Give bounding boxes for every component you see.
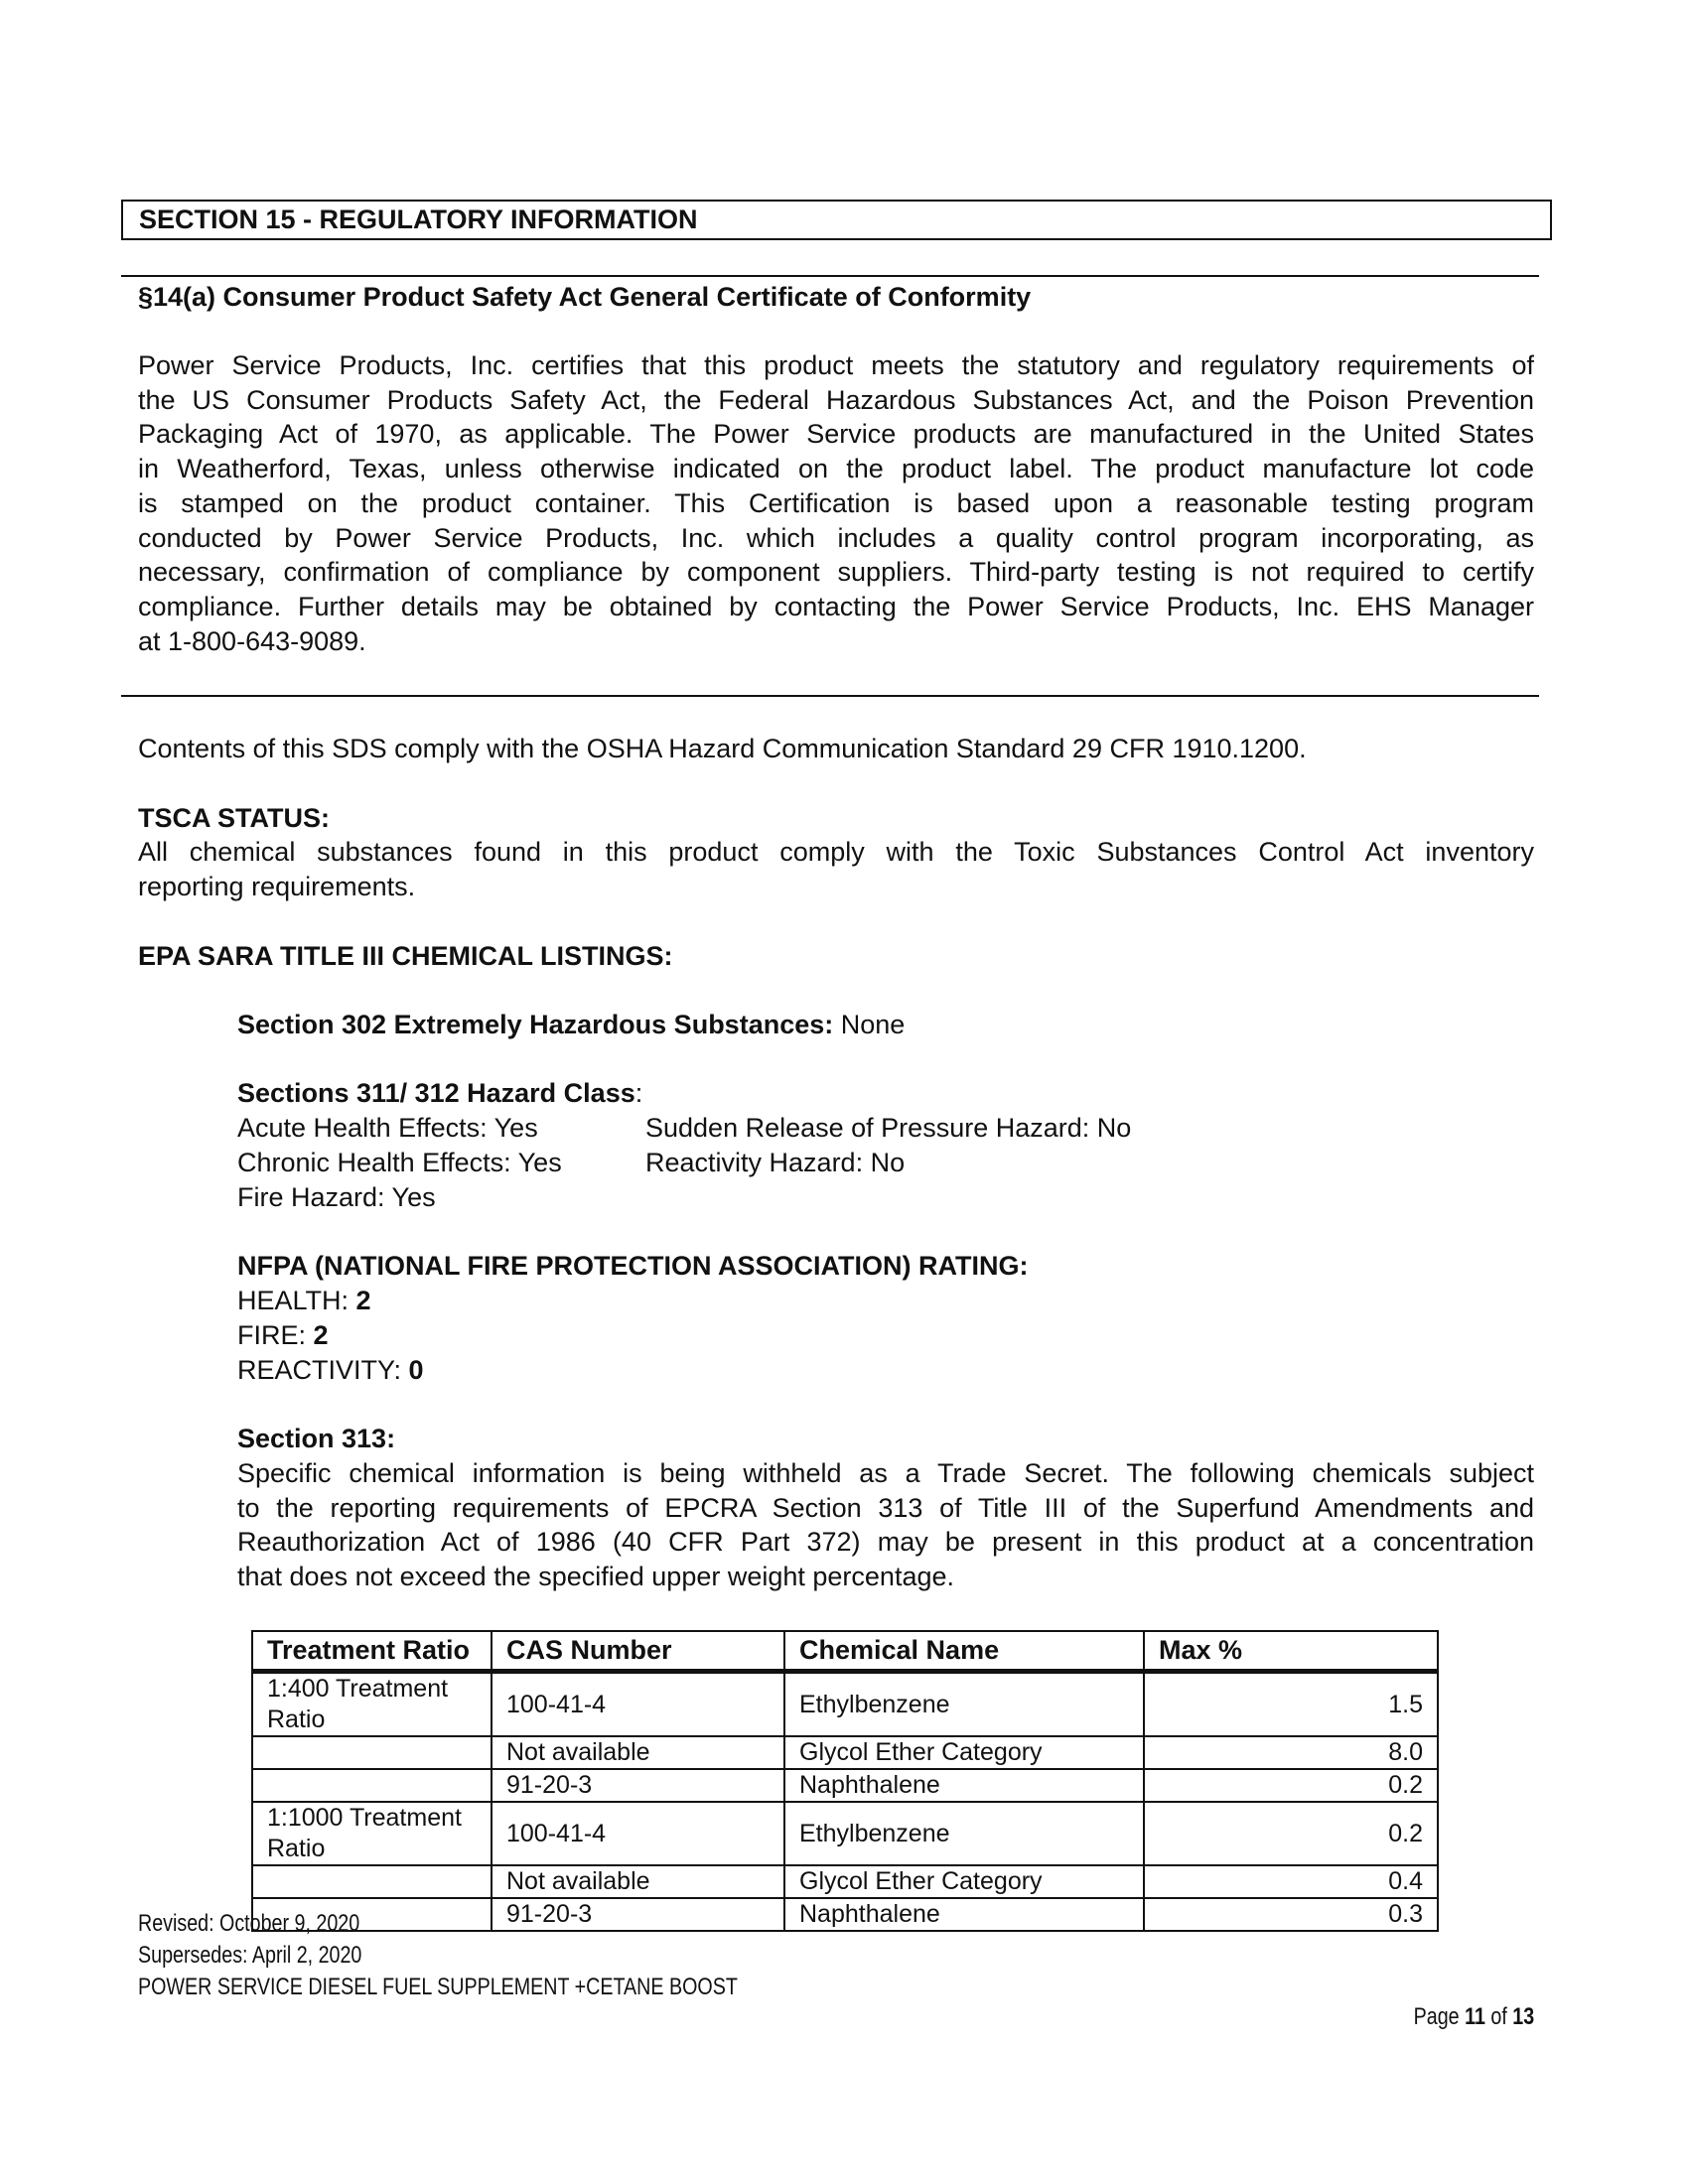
treatment-ratio-cell: 1:1000 Treatment Ratio bbox=[252, 1802, 492, 1865]
cpsa-heading: §14(a) Consumer Product Safety Act General Certificate of Conformity bbox=[138, 282, 1032, 312]
text-line: to the reporting requirements of EPCRA Section 313 of Title III of the Superfund Amendments and bbox=[237, 1492, 1534, 1523]
chemical-table bbox=[251, 1630, 1439, 1932]
chemical-name-cell: Ethylbenzene bbox=[784, 1672, 1144, 1737]
text-line: Packaging Act of 1970, as applicable. The Power Service products are manufactured in the United States bbox=[138, 419, 1534, 450]
chemical-name-cell: Naphthalene bbox=[784, 1898, 1144, 1931]
rating-value: 2 bbox=[313, 1320, 329, 1350]
table-row bbox=[252, 1802, 1438, 1865]
max-percent-cell: 0.2 bbox=[1144, 1769, 1438, 1802]
treatment-ratio-cell bbox=[252, 1865, 492, 1898]
epa-heading: EPA SARA TITLE III CHEMICAL LISTINGS: bbox=[138, 941, 673, 971]
treatment-ratio-cell bbox=[252, 1769, 492, 1802]
chemical-name-cell: Glycol Ether Category bbox=[784, 1736, 1144, 1769]
text-line: reporting requirements. bbox=[138, 871, 416, 901]
text-line: the US Consumer Products Safety Act, the Federal Hazardous Substances Act, and the Poison Prevention bbox=[138, 384, 1534, 415]
rating-label: FIRE: bbox=[237, 1320, 314, 1350]
treatment-ratio-cell: 1:400 Treatment Ratio bbox=[252, 1672, 492, 1737]
section-header-box bbox=[121, 200, 1552, 240]
cas-number-cell: Not available bbox=[492, 1865, 784, 1898]
table-row bbox=[252, 1672, 1438, 1737]
nfpa-fire bbox=[237, 1318, 329, 1353]
footer-supersedes: Supersedes: April 2, 2020 bbox=[138, 1942, 362, 1969]
page-current: 11 bbox=[1464, 2003, 1485, 2030]
col-chemical-name: Chemical Name bbox=[784, 1631, 1144, 1672]
col-treatment-ratio: Treatment Ratio bbox=[252, 1631, 492, 1672]
rating-value: 0 bbox=[408, 1355, 424, 1385]
section-302 bbox=[237, 1008, 905, 1042]
table-row bbox=[252, 1865, 1438, 1898]
rating-label: REACTIVITY: bbox=[237, 1355, 409, 1385]
max-percent-cell: 0.3 bbox=[1144, 1898, 1438, 1931]
nfpa-reactivity bbox=[237, 1353, 424, 1388]
cas-number-cell: 100-41-4 bbox=[492, 1672, 784, 1737]
chemical-name-cell: Glycol Ether Category bbox=[784, 1865, 1144, 1898]
page-prefix: Page bbox=[1413, 2003, 1465, 2030]
section-313-paragraph bbox=[237, 1456, 1534, 1594]
cas-number-cell: 100-41-4 bbox=[492, 1802, 784, 1865]
hazard-reactivity: Reactivity Hazard: No bbox=[645, 1148, 906, 1177]
text-line: Power Service Products, Inc. certifies that this product meets the statutory and regulatory requirements of bbox=[138, 350, 1534, 380]
hazard-acute: Acute Health Effects: Yes bbox=[237, 1113, 538, 1143]
page-total: 13 bbox=[1512, 2003, 1534, 2030]
section-311-label: Sections 311/ 312 Hazard Class bbox=[237, 1078, 635, 1108]
nfpa-heading: NFPA (NATIONAL FIRE PROTECTION ASSOCIATION) RATING: bbox=[237, 1251, 1029, 1281]
cas-number-cell: 91-20-3 bbox=[492, 1769, 784, 1802]
page-number bbox=[1414, 2001, 1534, 2033]
section-311-312 bbox=[237, 1076, 642, 1111]
text-line: is stamped on the product container. This Certification is based upon a reasonable testing program bbox=[138, 487, 1534, 518]
table-row bbox=[252, 1898, 1438, 1931]
col-max-percent: Max % bbox=[1144, 1631, 1438, 1672]
chemical-name-cell: Naphthalene bbox=[784, 1769, 1144, 1802]
page-of: of bbox=[1484, 2003, 1513, 2030]
section-302-label: Section 302 Extremely Hazardous Substances: bbox=[237, 1010, 834, 1039]
text-line: in Weatherford, Texas, unless otherwise indicated on the product label. The product manufacture lot code bbox=[138, 454, 1534, 484]
divider bbox=[121, 275, 1539, 277]
cpsa-paragraph bbox=[138, 348, 1534, 658]
text-line: compliance. Further details may be obtained by contacting the Power Service Products, Inc. EHS Manager bbox=[138, 591, 1534, 621]
section-302-value: None bbox=[833, 1010, 906, 1039]
osha-statement: Contents of this SDS comply with the OSHA Hazard Communication Standard 29 CFR 1910.1200. bbox=[138, 734, 1307, 763]
section-title: SECTION 15 - REGULATORY INFORMATION bbox=[139, 205, 698, 234]
text-line: necessary, confirmation of compliance by component suppliers. Third-party testing is not required to certify bbox=[138, 557, 1534, 588]
text-line: All chemical substances found in this product comply with the Toxic Substances Control Act inventory bbox=[138, 837, 1534, 867]
max-percent-cell: 0.4 bbox=[1144, 1865, 1438, 1898]
divider bbox=[121, 695, 1539, 697]
text-line: conducted by Power Service Products, Inc. which includes a quality control program incorporating, as bbox=[138, 522, 1534, 553]
tsca-paragraph bbox=[138, 835, 1534, 903]
rating-label: HEALTH: bbox=[237, 1286, 356, 1315]
max-percent-cell: 8.0 bbox=[1144, 1736, 1438, 1769]
footer-product: POWER SERVICE DIESEL FUEL SUPPLEMENT +CETANE BOOST bbox=[138, 1974, 738, 2000]
table-row bbox=[252, 1769, 1438, 1802]
tsca-heading: TSCA STATUS: bbox=[138, 803, 330, 833]
max-percent-cell: 1.5 bbox=[1144, 1672, 1438, 1737]
nfpa-health bbox=[237, 1284, 371, 1318]
treatment-ratio-cell bbox=[252, 1736, 492, 1769]
chemical-name-cell: Ethylbenzene bbox=[784, 1802, 1144, 1865]
text-line: Reauthorization Act of 1986 (40 CFR Part 372) may be present in this product at a concentration bbox=[237, 1527, 1534, 1558]
text-line: that does not exceed the specified upper weight percentage. bbox=[237, 1562, 954, 1592]
footer-revised: Revised: October 9, 2020 bbox=[138, 1910, 360, 1937]
max-percent-cell: 0.2 bbox=[1144, 1802, 1438, 1865]
text-line: Specific chemical information is being withheld as a Trade Secret. The following chemicals subject bbox=[237, 1458, 1534, 1488]
hazard-pressure: Sudden Release of Pressure Hazard: No bbox=[645, 1113, 1132, 1143]
text-line: at 1-800-643-9089. bbox=[138, 625, 366, 656]
hazard-chronic: Chronic Health Effects: Yes bbox=[237, 1148, 562, 1177]
table-row bbox=[252, 1736, 1438, 1769]
rating-value: 2 bbox=[355, 1286, 371, 1315]
col-cas-number: CAS Number bbox=[492, 1631, 784, 1672]
hazard-fire: Fire Hazard: Yes bbox=[237, 1182, 436, 1212]
cas-number-cell: Not available bbox=[492, 1736, 784, 1769]
cas-number-cell: 91-20-3 bbox=[492, 1898, 784, 1931]
section-313-heading: Section 313: bbox=[237, 1424, 396, 1453]
colon: : bbox=[634, 1078, 643, 1108]
